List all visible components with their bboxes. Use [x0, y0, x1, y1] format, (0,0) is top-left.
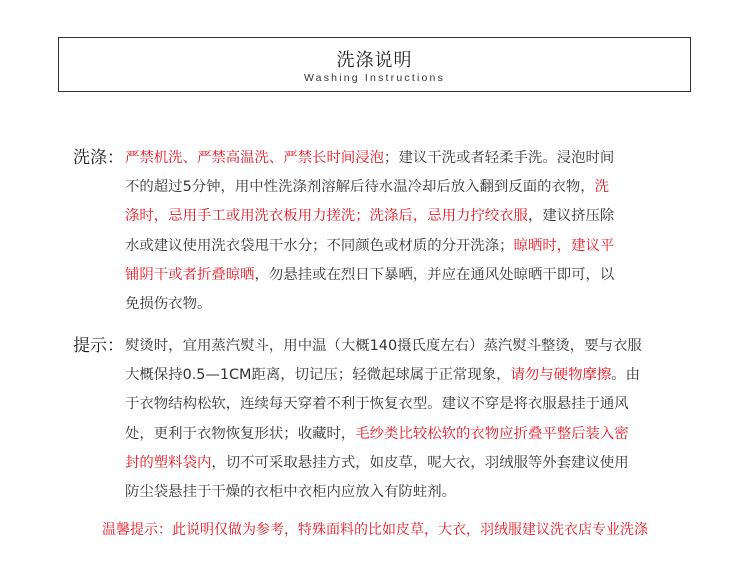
text-line	[125, 290, 675, 319]
text-line	[125, 232, 675, 261]
text-line	[125, 390, 675, 419]
tips-body	[125, 332, 675, 507]
body-text: 熨烫时，宜用蒸汽熨斗，用中温（大概140摄氏度左右）蒸汽熨斗整烫，要与衣服	[125, 338, 642, 354]
text-line	[125, 478, 675, 507]
text-line	[125, 261, 675, 290]
warning-text: 请勿与硬物摩擦	[510, 367, 612, 384]
body-text: ，切不可采取悬挂方式，如皮草，呢大衣，羽绒服等外套建议使用	[211, 454, 629, 471]
text-line	[125, 361, 675, 390]
body-text: 水或建议使用洗衣袋甩干水分；不同颜色或材质的分开洗涤；	[125, 237, 514, 254]
body-text: 处，更利于衣物恢复形状；收藏时，	[125, 425, 356, 442]
text-line	[125, 144, 675, 173]
body-text: 防尘袋悬挂于干燥的衣柜中衣柜内应放入有防蛀剂。	[125, 483, 456, 500]
body-text: 于衣物结构松软，连续每天穿着不利于恢复衣型。建议不穿是将衣服悬挂于通风	[125, 396, 629, 413]
body-text: 不的超过5分钟，用中性洗涤剂溶解后待水温冷却后放入翻到反面的衣物，	[125, 179, 595, 196]
body-text: 。由	[611, 367, 641, 384]
warning-text: 晾晒时，建议平	[513, 237, 615, 254]
text-line	[125, 202, 675, 231]
title-box	[58, 37, 691, 92]
body-text: ，勿悬挂或在烈日下暴晒，并应在通风处晾晒干即可，以	[254, 266, 615, 283]
warning-text: 洗	[594, 179, 610, 196]
warning-text: 毛纱类比较松软的衣物应折叠平整后装入密	[355, 425, 629, 442]
warning-text: 涤时，忌用手工或用洗衣板用力搓洗；洗涤后，忌用力拧绞衣服	[125, 208, 528, 225]
body-text: ；建议干洗或者轻柔手洗。浸泡时间	[384, 150, 615, 166]
text-line	[125, 449, 675, 478]
page-subtitle: Washing Instructions	[303, 72, 446, 84]
washing-label: 洗涤：	[73, 148, 124, 168]
text-line	[125, 420, 675, 449]
footer-note: 温馨提示：此说明仅做为参考，特殊面料的比如皮草，大衣，羽绒服建议洗衣店专业洗涤	[102, 522, 648, 538]
body-text: 免损伤衣物。	[125, 295, 212, 312]
warning-text: 铺阴干或者折叠晾晒	[125, 266, 255, 283]
text-line	[125, 173, 675, 202]
text-line	[125, 332, 675, 361]
page-title: 洗涤说明	[336, 50, 413, 71]
warning-text: 严禁机洗、严禁高温洗、严禁长时间浸泡	[125, 150, 385, 166]
tips-label: 提示：	[73, 336, 124, 356]
body-text: 大概保持0.5—1CM距离，切记压；轻微起球属于正常现象，	[125, 367, 511, 384]
washing-body	[125, 144, 675, 319]
warning-text: 封的塑料袋内	[125, 454, 212, 471]
body-text: ，建议挤压除	[527, 208, 615, 225]
